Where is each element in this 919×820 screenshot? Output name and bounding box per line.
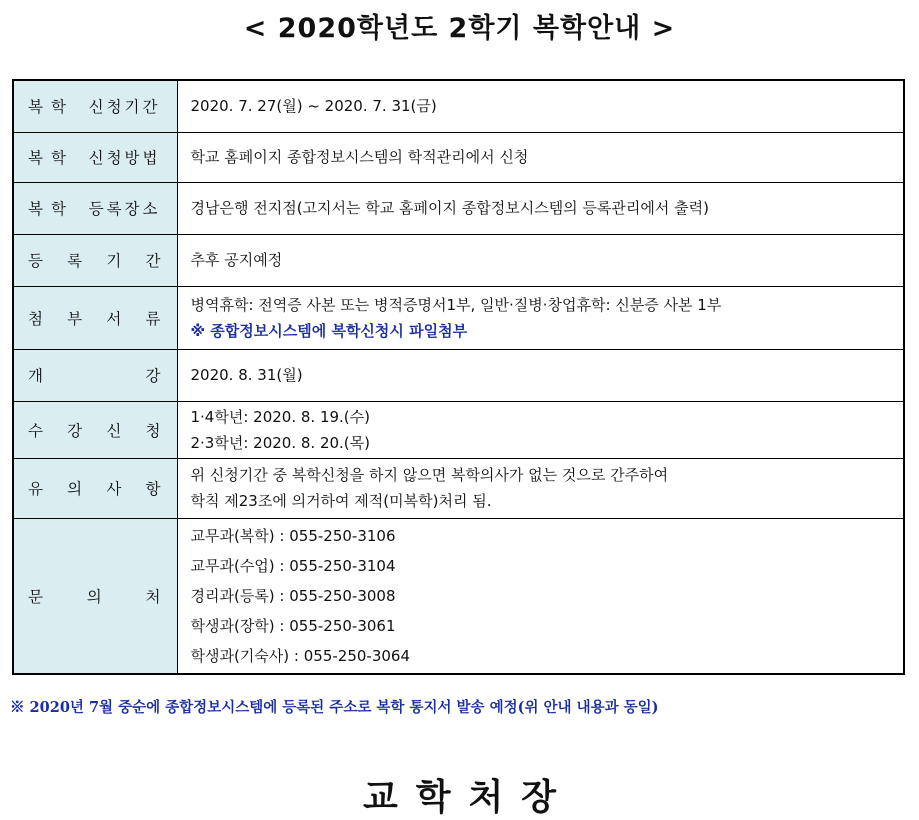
value-line: 교무과(복학) : 055-250-3106 (190, 526, 396, 545)
value-line: 추후 공지예정 (190, 251, 283, 269)
row-label (13, 182, 177, 234)
table-row (13, 182, 904, 234)
table-row (13, 518, 904, 674)
row-label (13, 349, 177, 401)
row-label-text (28, 197, 161, 219)
value-line: 학교 홈페이지 종합정보시스템의 학적관리에서 신청 (190, 148, 529, 166)
value-line: 1·4학년: 2020. 8. 19.(수) (190, 407, 370, 426)
label-segment: 복학 (28, 98, 74, 117)
row-label (13, 518, 177, 674)
label-segment: 사 (106, 480, 122, 498)
label-segment: 간 (145, 252, 161, 270)
table-row (13, 234, 904, 286)
label-segment: 록 (67, 252, 83, 270)
label-segment: 의 (67, 480, 83, 498)
label-segment: 신 (106, 421, 122, 440)
label-segment: 등 (28, 252, 43, 270)
row-label-text (28, 477, 161, 499)
label-segment: 신청방법 (88, 149, 161, 167)
label-segment: 처 (145, 587, 161, 606)
label-segment: 기 (106, 252, 122, 270)
table-row (13, 401, 904, 458)
row-value (177, 234, 904, 286)
table-row (13, 458, 904, 518)
row-label-text (28, 249, 161, 271)
label-segment: 강 (145, 367, 161, 385)
row-label (13, 286, 177, 349)
row-label-text (28, 364, 161, 386)
row-label (13, 401, 177, 458)
row-label-text (28, 146, 161, 168)
table-row (13, 349, 904, 401)
value-line: 2020. 8. 31(월) (190, 366, 303, 384)
table-row (13, 80, 904, 132)
value-line: 학칙 제23조에 의거하여 제적(미복학)처리 됨. (190, 492, 492, 510)
page-title: < 2020학년도 2학기 복학안내 > (243, 13, 676, 44)
label-segment: 항 (145, 480, 161, 498)
value-line: 경남은행 전지점(고지서는 학교 홈페이지 종합정보시스템의 등록관리에서 출력) (190, 199, 709, 217)
row-label (13, 80, 177, 132)
table-row (13, 132, 904, 182)
footnote: ※ 2020년 7월 중순에 종합정보시스템에 등록된 주소로 복학 통지서 발송 예정(위 안내 내용과 동일) (10, 699, 659, 716)
row-label (13, 132, 177, 182)
row-value (177, 458, 904, 518)
row-value (177, 401, 904, 458)
label-segment: 첨 (28, 309, 43, 328)
label-segment: 복학 (28, 149, 74, 167)
row-value (177, 286, 904, 349)
label-segment: 문 (28, 587, 43, 606)
value-line: 위 신청기간 중 복학신청을 하지 않으면 복학의사가 없는 것으로 간주하여 (190, 466, 669, 484)
label-segment: 강 (67, 421, 83, 440)
label-segment: 복학 (28, 200, 74, 218)
value-line: 학생과(기숙사) : 055-250-3064 (190, 646, 410, 665)
label-segment: 유 (28, 480, 43, 498)
value-line: 2·3학년: 2020. 8. 20.(목) (190, 433, 370, 452)
info-table-body (13, 80, 904, 674)
label-segment: 등록장소 (88, 200, 161, 218)
value-line: 2020. 7. 27(월) ~ 2020. 7. 31(금) (190, 97, 437, 116)
row-label-text (28, 585, 161, 607)
row-value (177, 182, 904, 234)
value-line: 학생과(장학) : 055-250-3061 (190, 616, 396, 635)
label-segment: 부 (67, 309, 83, 328)
row-label-text (28, 95, 161, 117)
row-label-text (28, 307, 161, 329)
row-label (13, 458, 177, 518)
row-value (177, 349, 904, 401)
label-segment: 서 (106, 309, 122, 328)
row-value (177, 132, 904, 182)
value-line: 경리과(등록) : 055-250-3008 (190, 586, 396, 605)
label-segment: 의 (86, 587, 102, 606)
table-row (13, 286, 904, 349)
row-value (177, 518, 904, 674)
value-line: 병역휴학: 전역증 사본 또는 병적증명서1부, 일반·질병·창업휴학: 신분증 사본 1부 (190, 295, 722, 314)
label-segment: 류 (145, 309, 161, 328)
row-value (177, 80, 904, 132)
signature (0, 769, 919, 820)
signature-text: 교학처장 (362, 776, 575, 818)
row-label-text (28, 419, 161, 441)
label-segment: 신청기간 (88, 98, 161, 117)
info-table (12, 79, 905, 675)
value-line: 교무과(수업) : 055-250-3104 (190, 556, 396, 575)
row-label (13, 234, 177, 286)
label-segment: 청 (145, 421, 161, 440)
label-segment: 개 (28, 367, 43, 385)
label-segment: 수 (28, 421, 43, 440)
attachment-note: ※ 종합정보시스템에 복학신청시 파일첨부 (190, 321, 468, 340)
